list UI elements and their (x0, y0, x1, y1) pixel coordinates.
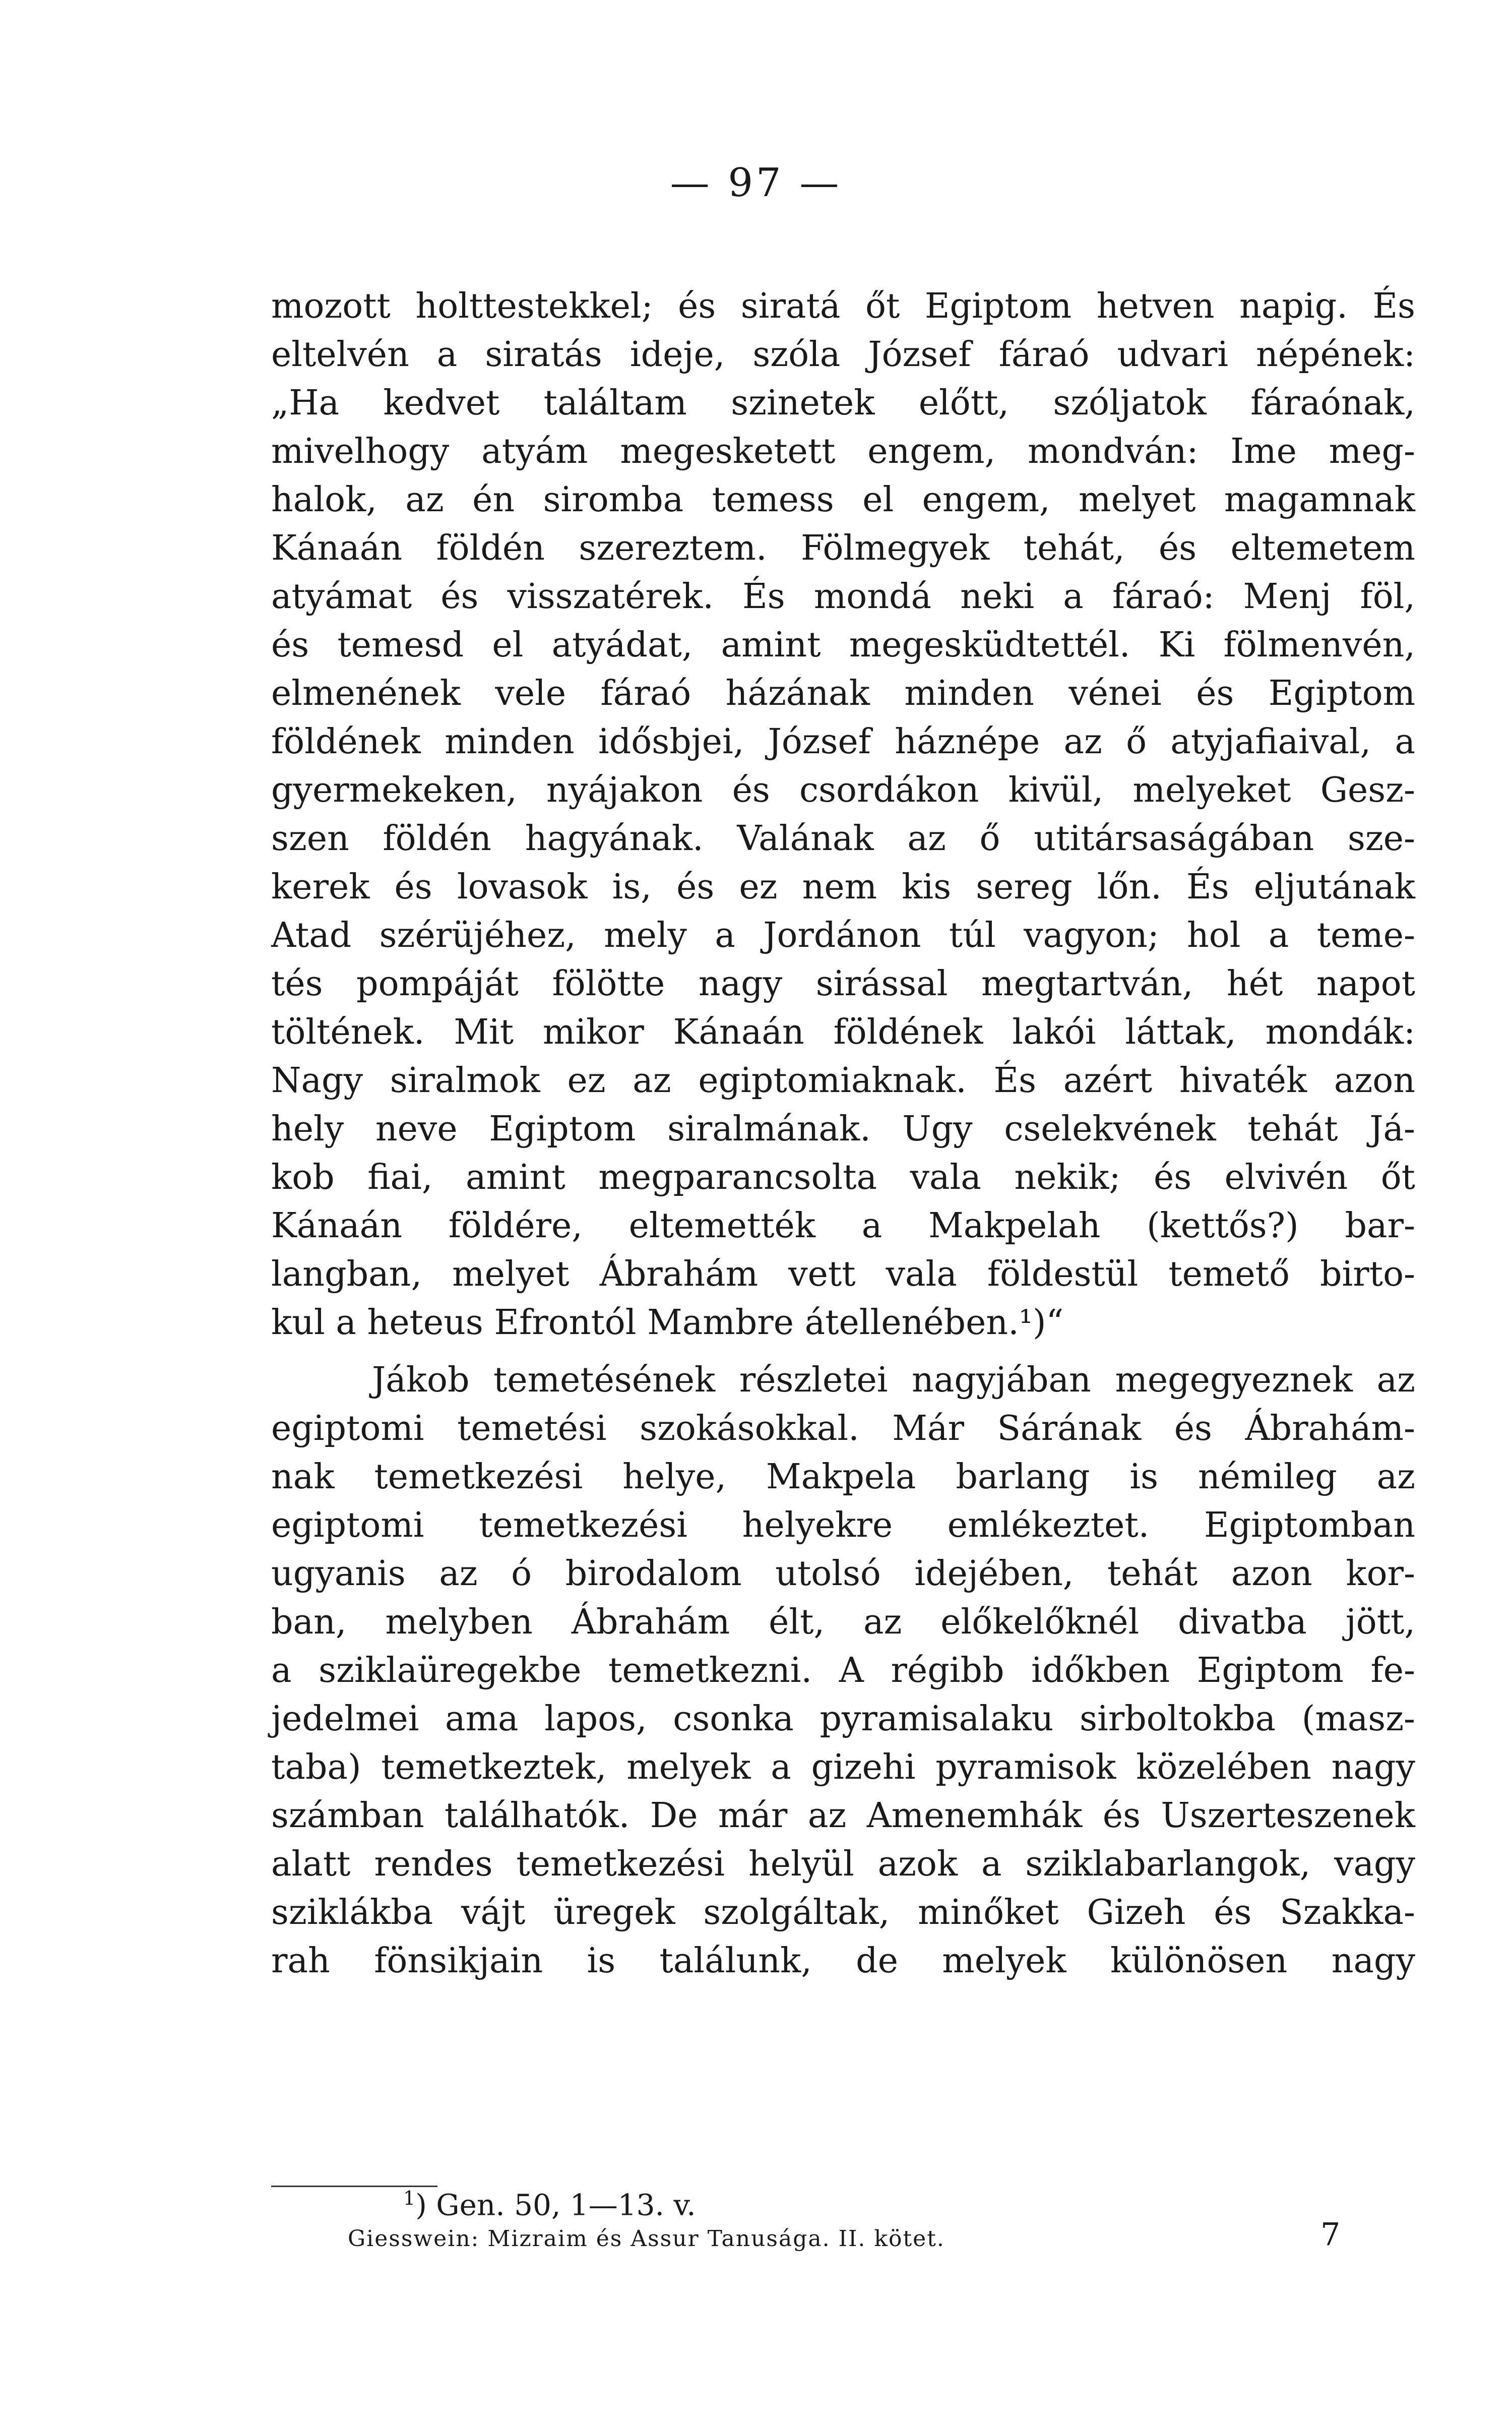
text-line: alatt rendes temetkezési helyül azok a sziklabarlangok, vagy (271, 1844, 1415, 1884)
footnote-text: ) Gen. 50, 1—13. v. (415, 2188, 696, 2222)
text-line: mozott holttestekkel; és siratá őt Egiptom hetven napig. És (271, 286, 1415, 326)
text-line: nak temetkezési helye, Makpela barlang is némileg az (271, 1457, 1415, 1497)
text-line: eltelvén a siratás ideje, szóla József fáraó udvari népének: (271, 335, 1415, 375)
signature-mark: 7 (1320, 2216, 1341, 2253)
footnote-marker: 1 (403, 2187, 416, 2209)
text-line: kul a heteus Efrontól Mambre átellenében.¹)“ (271, 1303, 1064, 1343)
text-line: atyámat és visszatérek. És mondá neki a fáraó: Menj föl, (271, 577, 1415, 617)
text-line: Atad szérüjéhez, mely a Jordánon túl vagyon; hol a teme- (271, 916, 1415, 955)
text-line: kob fiai, amint megparancsolta vala nekik; és elvivén őt (271, 1158, 1415, 1197)
signature-line: Giesswein: Mizraim és Assur Tanusága. II. kötet. (348, 2226, 945, 2252)
text-line: jedelmei ama lapos, csonka pyramisalaku sirboltokba (masz- (271, 1699, 1415, 1739)
text-line: sziklákba vájt üregek szolgáltak, minőket Gizeh és Szakka- (271, 1893, 1415, 1932)
text-line: gyermekeken, nyájakon és csordákon kivül, melyeket Gesz- (271, 770, 1415, 810)
text-line: számban találhatók. De már az Amenemhák és Uszerteszenek (271, 1796, 1415, 1836)
footnote (403, 2178, 696, 2225)
text-line: rah fönsikjain is találunk, de melyek különösen nagy (271, 1941, 1415, 1981)
text-line: „Ha kedvet találtam szinetek előtt, szóljatok fáraónak, (271, 383, 1415, 423)
text-line: ban, melyben Ábrahám élt, az előkelőknél divatba jött, (271, 1602, 1415, 1642)
text-line: hely neve Egiptom siralmának. Ugy cselekvének tehát Já- (271, 1109, 1415, 1149)
text-line: szen földén hagyának. Valának az ő utitársaságában sze- (271, 819, 1415, 859)
paragraph-start-line: Jákob temetésének részletei nagyjában megegyeznek az (372, 1360, 1415, 1400)
text-line: ugyanis az ó birodalom utolsó idejében, tehát azon kor- (271, 1554, 1415, 1594)
text-line: tés pompáját fölötte nagy sirással megtartván, hét napot (271, 964, 1415, 1004)
page-number: — 97 — (670, 160, 842, 206)
text-line: taba) temetkeztek, melyek a gizehi pyramisok közelében nagy (271, 1747, 1415, 1787)
text-line: és temesd el atyádat, amint megesküdtettél. Ki fölmenvén, (271, 625, 1415, 665)
text-line: a sziklaüregekbe temetkezni. A régibb időkben Egiptom fe- (271, 1651, 1415, 1690)
text-line: töltének. Mit mikor Kánaán földének lakói láttak, mondák: (271, 1012, 1415, 1052)
text-line: halok, az én siromba temess el engem, melyet magamnak (271, 480, 1415, 520)
text-line: Nagy siralmok ez az egiptomiaknak. És azért hivaték azon (271, 1061, 1415, 1101)
text-line: földének minden idősbjei, József háznépe az ő atyjafiaival, a (271, 722, 1415, 762)
text-line: egiptomi temetkezési helyekre emlékeztet. Egiptomban (271, 1505, 1415, 1545)
text-line: Kánaán földére, eltemették a Makpelah (kettős?) bar- (271, 1206, 1415, 1246)
text-line: kerek és lovasok is, és ez nem kis sereg lőn. És eljutának (271, 867, 1415, 907)
text-line: langban, melyet Ábrahám vett vala földestül temető birto- (271, 1254, 1415, 1294)
text-line: elmenének vele fáraó házának minden vénei és Egiptom (271, 674, 1415, 713)
text-line: Kánaán földén szereztem. Fölmegyek tehát, és eltemetem (271, 528, 1415, 568)
text-line: egiptomi temetési szokásokkal. Már Sárának és Ábrahám- (271, 1409, 1415, 1448)
text-line: mivelhogy atyám megesketett engem, mondván: Ime meg- (271, 432, 1415, 471)
